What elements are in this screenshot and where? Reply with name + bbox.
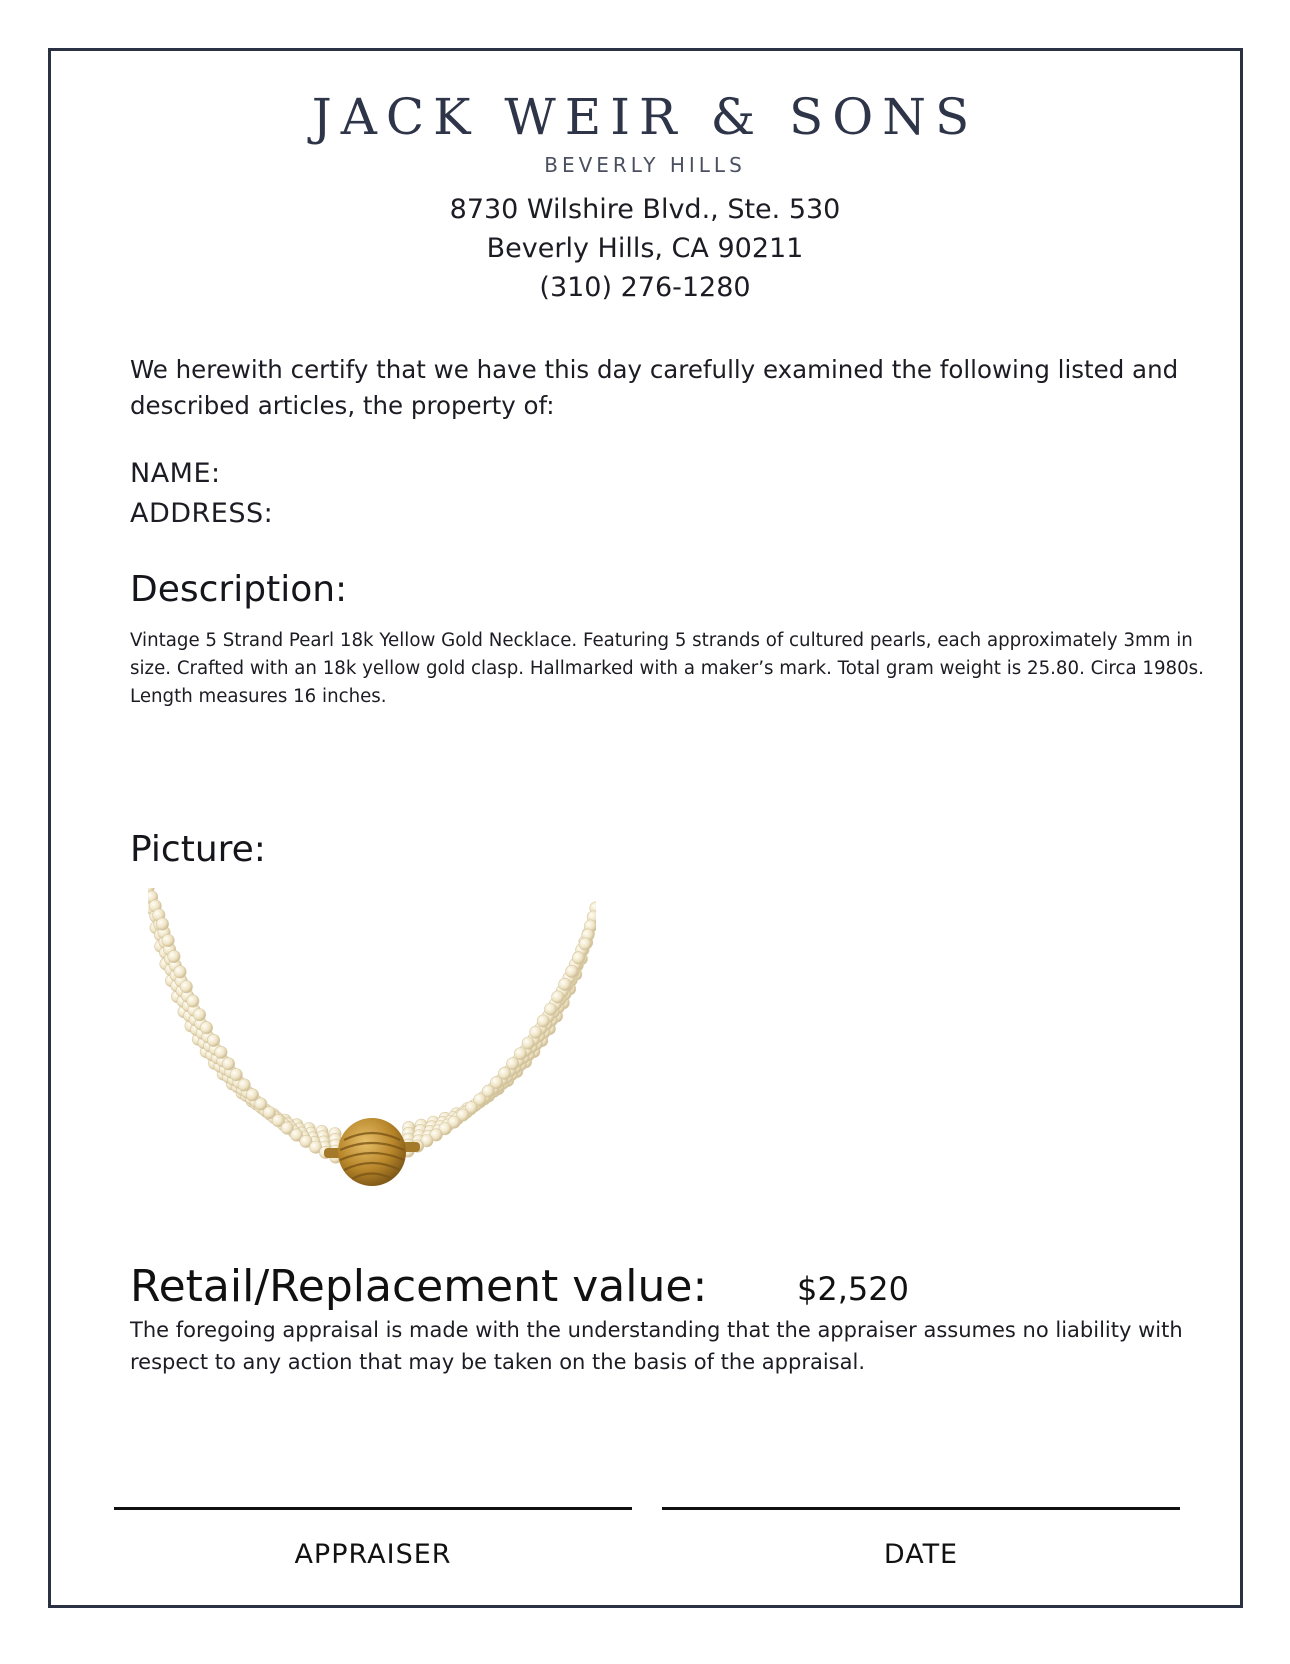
owner-name-label: NAME: <box>130 458 221 489</box>
valuation-amount: $2,520 <box>797 1270 909 1308</box>
pearl-bead <box>522 1037 534 1049</box>
company-name: JACK WEIR & SONS <box>311 88 979 146</box>
company-address-line1: 8730 Wilshire Blvd., Ste. 530 <box>449 194 841 225</box>
pearl-bead <box>193 1009 205 1021</box>
description-text: Vintage 5 Strand Pearl 18k Yellow Gold Necklace. Featuring 5 strands of cultured pearls, each approximately 3mm in size. Crafted with an 18k yellow gold clasp. Hallmarked with a maker’s mark. Total gram weight is 25.80. Circa 1980s. Length measures 16 inches. <box>130 630 1204 707</box>
pearl-bead <box>168 950 180 962</box>
pearl-bead <box>222 1058 234 1070</box>
company-phone: (310) 276-1280 <box>539 272 751 303</box>
appraiser-signature-line <box>114 1507 632 1510</box>
pearl-bead <box>215 1046 227 1058</box>
pearl-bead <box>162 934 174 946</box>
pearl-bead <box>200 1022 212 1034</box>
pearl-bead <box>187 995 199 1007</box>
pearl-bead <box>544 1003 556 1015</box>
pearl-bead <box>174 966 186 978</box>
pearl-bead <box>572 952 584 964</box>
pearl-bead <box>180 981 192 993</box>
pearl-bead <box>207 1034 219 1046</box>
owner-address-label: ADDRESS: <box>130 498 274 529</box>
date-label: DATE <box>883 1539 959 1570</box>
appraiser-label: APPRAISER <box>294 1539 452 1570</box>
picture-heading: Picture: <box>130 829 266 870</box>
pearl-bead <box>537 1015 549 1027</box>
pearl-bead <box>238 1079 250 1091</box>
company-address-line2: Beverly Hills, CA 90211 <box>486 233 804 264</box>
valuation-disclaimer: The foregoing appraisal is made with the understanding that the appraiser assumes no liability with respect to any action that may be taken on the basis of the appraisal. <box>130 1318 1183 1374</box>
pearl-bead <box>230 1069 242 1081</box>
company-city: BEVERLY HILLS <box>544 153 746 177</box>
valuation-label: Retail/Replacement value: <box>130 1261 708 1312</box>
pearl-bead <box>514 1048 526 1060</box>
pearl-bead <box>530 1026 542 1038</box>
necklace-photo <box>148 888 596 1228</box>
pearl-bead <box>566 965 578 977</box>
date-signature-line <box>662 1507 1180 1510</box>
pearl-bead <box>559 978 571 990</box>
certification-statement: We herewith certify that we have this day carefully examined the following listed and described articles, the property of: <box>130 355 1179 420</box>
pearl-bead <box>579 938 591 950</box>
pearl-bead <box>156 918 168 930</box>
pearl-bead <box>552 991 564 1003</box>
description-heading: Description: <box>130 569 348 610</box>
